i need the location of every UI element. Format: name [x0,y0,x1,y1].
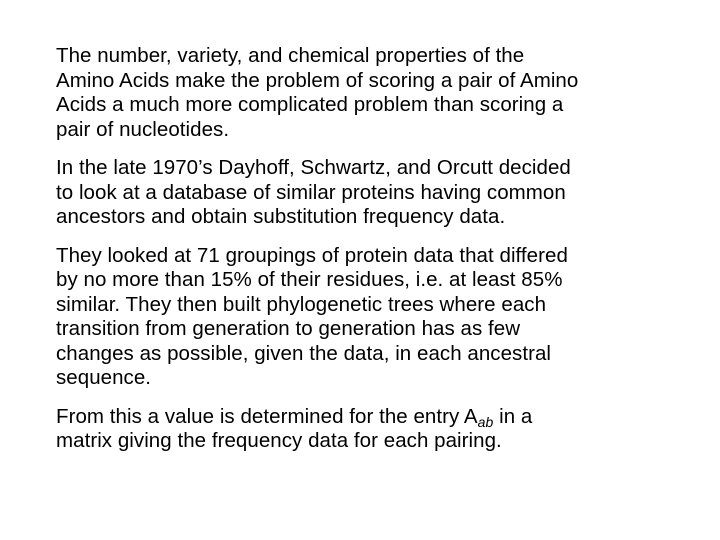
paragraph-amino-acids: The number, variety, and chemical properties of the Amino Acids make the problem of scoring a pair of Amino Acids a much more complicated problem than scoring a pair of nucleotides. [56,44,579,141]
paragraph-matrix-entry [56,405,676,454]
slide-body [56,44,676,468]
paragraph-dayhoff: In the late 1970’s Dayhoff, Schwartz, and Orcutt decided to look at a database of similar proteins having common ancestors and obtain substitution frequency data. [56,156,571,228]
matrix-entry-subscript: ab [477,413,494,430]
paragraph-groupings: They looked at 71 groupings of protein data that differed by no more than 15% of their residues, i.e. at least 85% similar. They then built phylogenetic trees where each transition from generation to generation has as few changes as possible, given the data, in each ancestral sequence. [56,243,568,389]
matrix-entry-text-after: in a matrix giving the frequency data for each pairing. [56,404,533,452]
matrix-entry-text-before: From this a value is determined for the entry A [56,404,478,428]
